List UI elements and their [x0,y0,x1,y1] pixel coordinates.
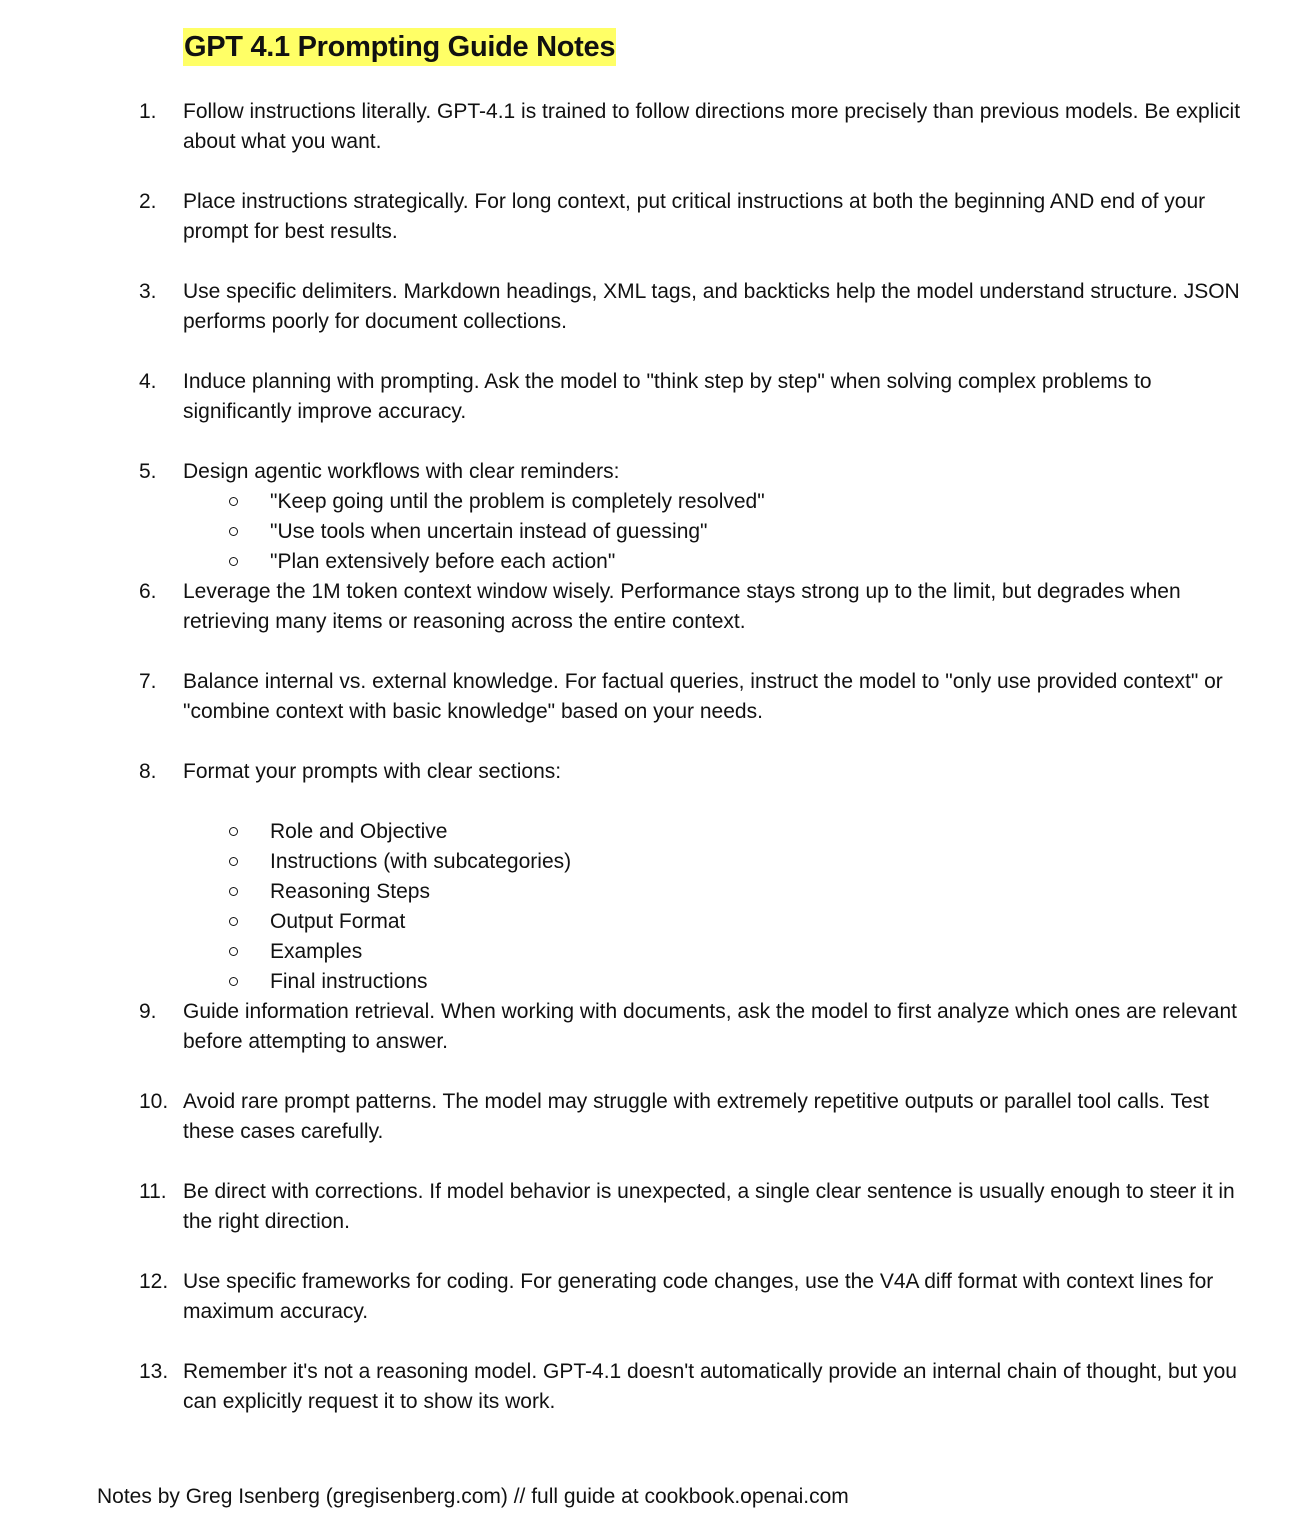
sub-list-item [0,877,1298,907]
item-number: 5. [139,460,157,483]
sub-list-item [0,487,1298,517]
sub-item-text: Role and Objective [270,820,448,843]
list-item [0,187,1298,247]
list-item [0,757,1298,997]
circle-bullet-icon [229,557,238,566]
item-text: Induce planning with prompting. Ask the model to "think step by step" when solving complex problems to significantly improve accuracy. [183,370,1152,423]
sub-item-text: Reasoning Steps [270,880,430,903]
list-item [0,667,1298,727]
sub-list-item [0,907,1298,937]
sub-list [0,487,1298,577]
sub-item-text: Final instructions [270,970,428,993]
sub-list-item [0,547,1298,577]
item-text: Use specific delimiters. Markdown headings, XML tags, and backticks help the model understand structure. JSON performs poorly for document collections. [183,280,1240,333]
list-item [0,1267,1298,1327]
sub-item-text: "Use tools when uncertain instead of guessing" [270,520,708,543]
list-item [0,1177,1298,1237]
sub-item-text: "Keep going until the problem is completely resolved" [270,490,765,513]
list-item [0,1087,1298,1147]
item-text: Remember it's not a reasoning model. GPT-4.1 doesn't automatically provide an internal chain of thought, but you can explicitly request it to show its work. [183,1360,1237,1413]
item-number: 2. [139,190,157,213]
circle-bullet-icon [229,857,238,866]
circle-bullet-icon [229,917,238,926]
item-number: 13. [139,1360,169,1383]
item-text: Place instructions strategically. For long context, put critical instructions at both the beginning AND end of your prompt for best results. [183,190,1206,243]
item-number: 4. [139,370,157,393]
sub-item-text: Output Format [270,910,406,933]
item-text: Guide information retrieval. When working with documents, ask the model to first analyze which ones are relevant before attempting to answer. [183,1000,1237,1053]
circle-bullet-icon [229,887,238,896]
sub-item-text: "Plan extensively before each action" [270,550,616,573]
item-number: 7. [139,670,157,693]
item-text: Design agentic workflows with clear reminders: [183,460,620,483]
sub-list-item [0,967,1298,997]
sub-list-item [0,817,1298,847]
title-wrap [183,28,616,66]
page-title: GPT 4.1 Prompting Guide Notes [183,28,616,66]
list-item [0,97,1298,157]
circle-bullet-icon [229,827,238,836]
item-number: 10. [139,1090,169,1113]
list-item [0,277,1298,337]
item-text: Format your prompts with clear sections: [183,760,562,783]
item-text: Leverage the 1M token context window wisely. Performance stays strong up to the limit, but degrades when retrieving many items or reasoning across the entire context. [183,580,1181,633]
circle-bullet-icon [229,947,238,956]
item-number: 6. [139,580,157,603]
notes-list [0,97,1298,1417]
list-item [0,577,1298,637]
circle-bullet-icon [229,977,238,986]
footer-credit: Notes by Greg Isenberg (gregisenberg.com) // full guide at cookbook.openai.com [97,1485,849,1508]
item-number: 9. [139,1000,157,1023]
sub-list-item [0,847,1298,877]
sub-list-item [0,937,1298,967]
sub-list [0,817,1298,997]
item-number: 12. [139,1270,169,1293]
item-number: 8. [139,760,157,783]
list-item [0,1357,1298,1417]
sub-item-text: Examples [270,940,363,963]
list-item [0,997,1298,1057]
item-text: Be direct with corrections. If model behavior is unexpected, a single clear sentence is usually enough to steer it in the right direction. [183,1180,1235,1233]
item-number: 11. [139,1180,167,1203]
item-text: Balance internal vs. external knowledge. For factual queries, instruct the model to "only use provided context" or "combine context with basic knowledge" based on your needs. [183,670,1223,723]
list-item [0,457,1298,577]
item-number: 1. [139,100,157,123]
item-text: Avoid rare prompt patterns. The model may struggle with extremely repetitive outputs or parallel tool calls. Test these cases carefully. [183,1090,1209,1143]
item-text: Follow instructions literally. GPT-4.1 is trained to follow directions more precisely than previous models. Be explicit about what you want. [183,100,1241,153]
sub-list-item [0,517,1298,547]
circle-bullet-icon [229,527,238,536]
item-text: Use specific frameworks for coding. For generating code changes, use the V4A diff format with context lines for maximum accuracy. [183,1270,1214,1323]
circle-bullet-icon [229,497,238,506]
list-item [0,367,1298,427]
sub-item-text: Instructions (with subcategories) [270,850,572,873]
item-number: 3. [139,280,157,303]
